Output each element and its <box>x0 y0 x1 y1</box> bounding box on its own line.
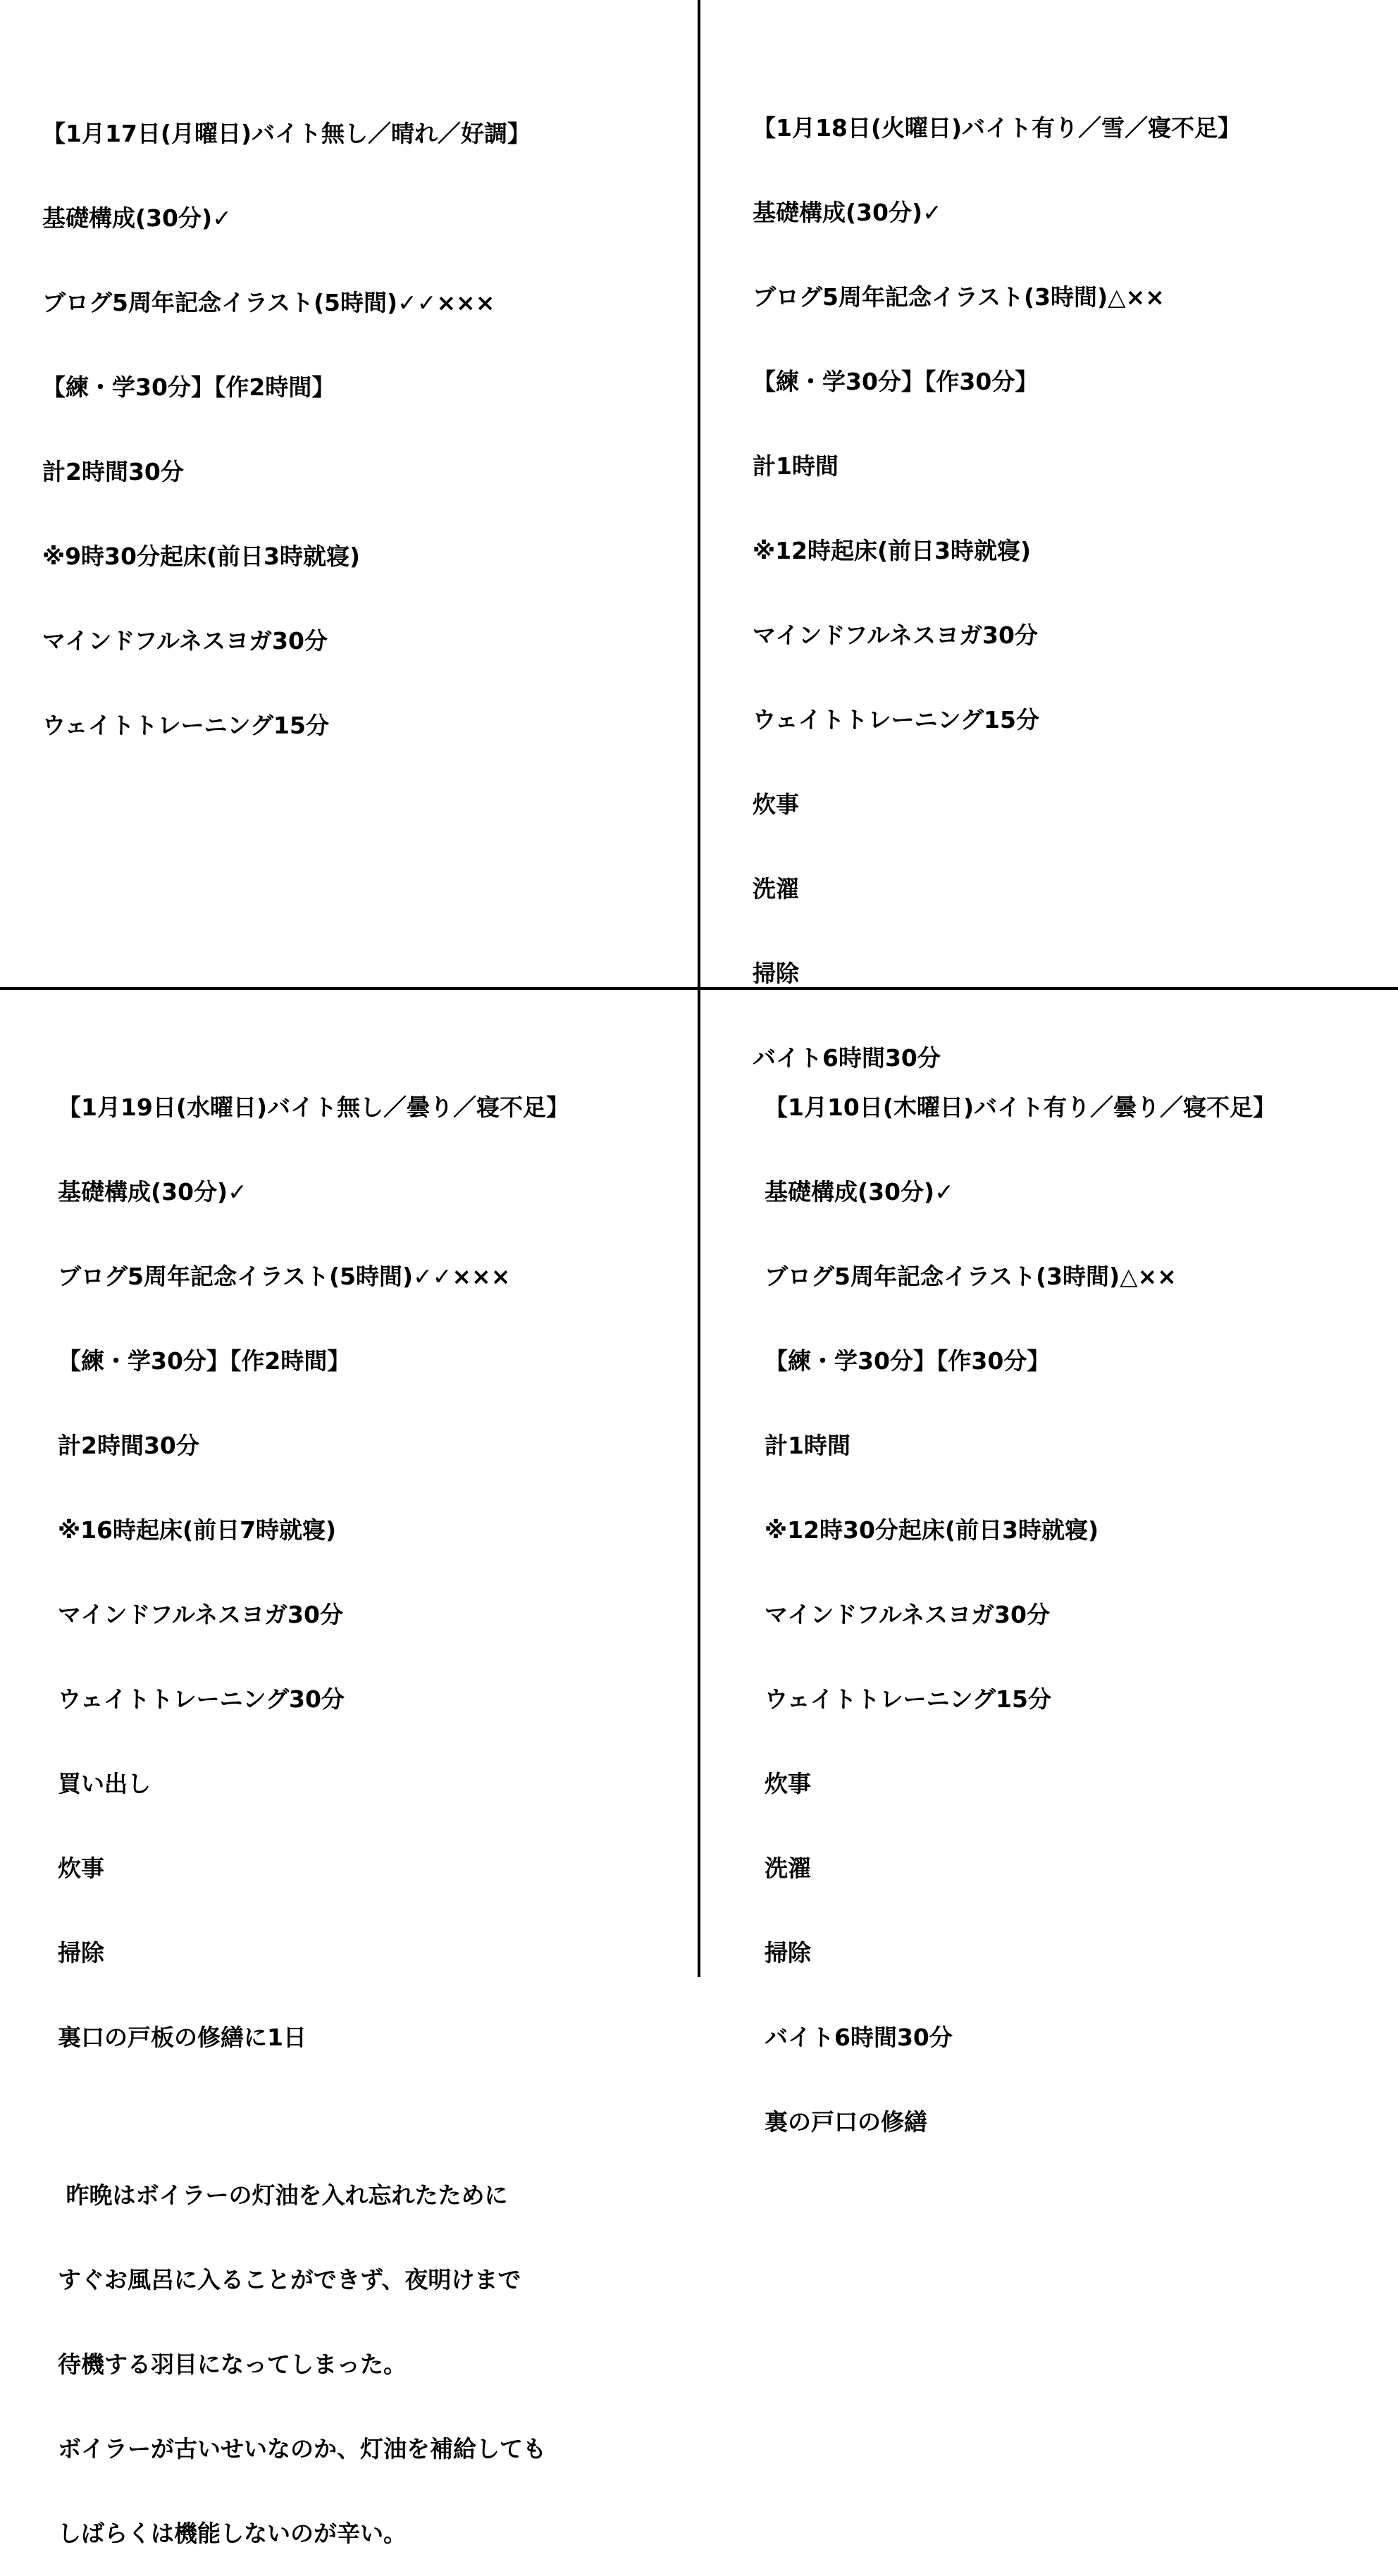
log-line: 掃除 <box>765 1939 811 1967</box>
log-line: バイト6時間30分 <box>765 2024 953 2051</box>
log-line: 【練・学30分】【作2時間】 <box>58 1347 351 1375</box>
log-line: ※9時30分起床(前日3時就寝) <box>42 543 361 570</box>
panel-heading: 【1月18日(火曜日)バイト有り／雪／寝不足】 <box>753 114 1242 142</box>
log-line: ウェイトトレーニング15分 <box>753 706 1039 733</box>
log-line: 基礎構成(30分)✓ <box>753 199 942 226</box>
log-line: マインドフルネスヨガ30分 <box>42 627 328 655</box>
panel-jan-18 <box>753 58 1241 1101</box>
panel-heading: 【1月17日(月曜日)バイト無し／晴れ／好調】 <box>42 120 531 147</box>
log-line: マインドフルネスヨガ30分 <box>765 1601 1050 1628</box>
log-line: 【練・学30分】【作2時間】 <box>42 373 335 401</box>
log-line: 掃除 <box>753 960 799 987</box>
log-line: 買い出し <box>58 1770 151 1797</box>
log-line: ブログ5周年記念イラスト(5時間)✓✓××× <box>42 289 495 316</box>
log-line: 【練・学30分】【作30分】 <box>765 1347 1051 1375</box>
log-line: 洗濯 <box>753 875 799 903</box>
log-line: 計1時間 <box>765 1432 850 1459</box>
log-line: 【練・学30分】【作30分】 <box>753 368 1039 395</box>
log-line: 基礎構成(30分)✓ <box>765 1178 954 1206</box>
panel-heading: 【1月19日(水曜日)バイト無し／曇り／寝不足】 <box>58 1094 570 1121</box>
log-line: 洗濯 <box>765 1854 811 1882</box>
log-line: 基礎構成(30分)✓ <box>42 204 232 232</box>
log-line: ※12時30分起床(前日3時就寝) <box>765 1516 1099 1544</box>
log-line: 炊事 <box>765 1770 811 1797</box>
log-line: ブログ5周年記念イラスト(5時間)✓✓××× <box>58 1263 511 1290</box>
log-line: マインドフルネスヨガ30分 <box>753 621 1038 649</box>
paragraph-gap <box>58 2108 569 2125</box>
log-line: 炊事 <box>58 1854 104 1882</box>
log-line: バイト6時間30分 <box>753 1044 941 1072</box>
note-line: しばらくは機能しないのが辛い。 <box>58 2520 407 2547</box>
panel-jan-10 <box>765 1037 1276 2165</box>
panel-jan-17 <box>42 63 531 768</box>
log-line: 裏の戸口の修繕 <box>765 2108 927 2136</box>
log-line: 炊事 <box>753 791 799 818</box>
panel-jan-19 <box>58 1037 569 2576</box>
log-line: ※12時起床(前日3時就寝) <box>753 537 1032 564</box>
log-line: 計2時間30分 <box>42 458 184 485</box>
log-line: ウェイトトレーニング15分 <box>42 712 329 739</box>
note-line: ボイラーが古いせいなのか、灯油を補給しても <box>58 2435 546 2463</box>
log-line: ※16時起床(前日7時就寝) <box>58 1516 337 1544</box>
log-line: ブログ5周年記念イラスト(3時間)△×× <box>753 283 1165 311</box>
log-line: ウェイトトレーニング30分 <box>58 1685 345 1713</box>
log-line: ブログ5周年記念イラスト(3時間)△×× <box>765 1263 1177 1290</box>
panel-heading: 【1月10日(木曜日)バイト有り／曇り／寝不足】 <box>765 1094 1277 1121</box>
log-line: 計1時間 <box>753 452 839 480</box>
log-line: ウェイトトレーニング15分 <box>765 1685 1051 1713</box>
note-line: 昨晩はボイラーの灯油を入れ忘れたために <box>58 2181 508 2209</box>
log-line: 掃除 <box>58 1939 104 1967</box>
log-line: 計2時間30分 <box>58 1432 199 1459</box>
log-line: 裏口の戸板の修繕に1日 <box>58 2024 307 2051</box>
note-line: すぐお風呂に入ることができず、夜明けまで <box>58 2266 521 2293</box>
note-line: 待機する羽目になってしまった。 <box>58 2351 407 2378</box>
log-line: マインドフルネスヨガ30分 <box>58 1601 343 1628</box>
log-line: 基礎構成(30分)✓ <box>58 1178 247 1206</box>
